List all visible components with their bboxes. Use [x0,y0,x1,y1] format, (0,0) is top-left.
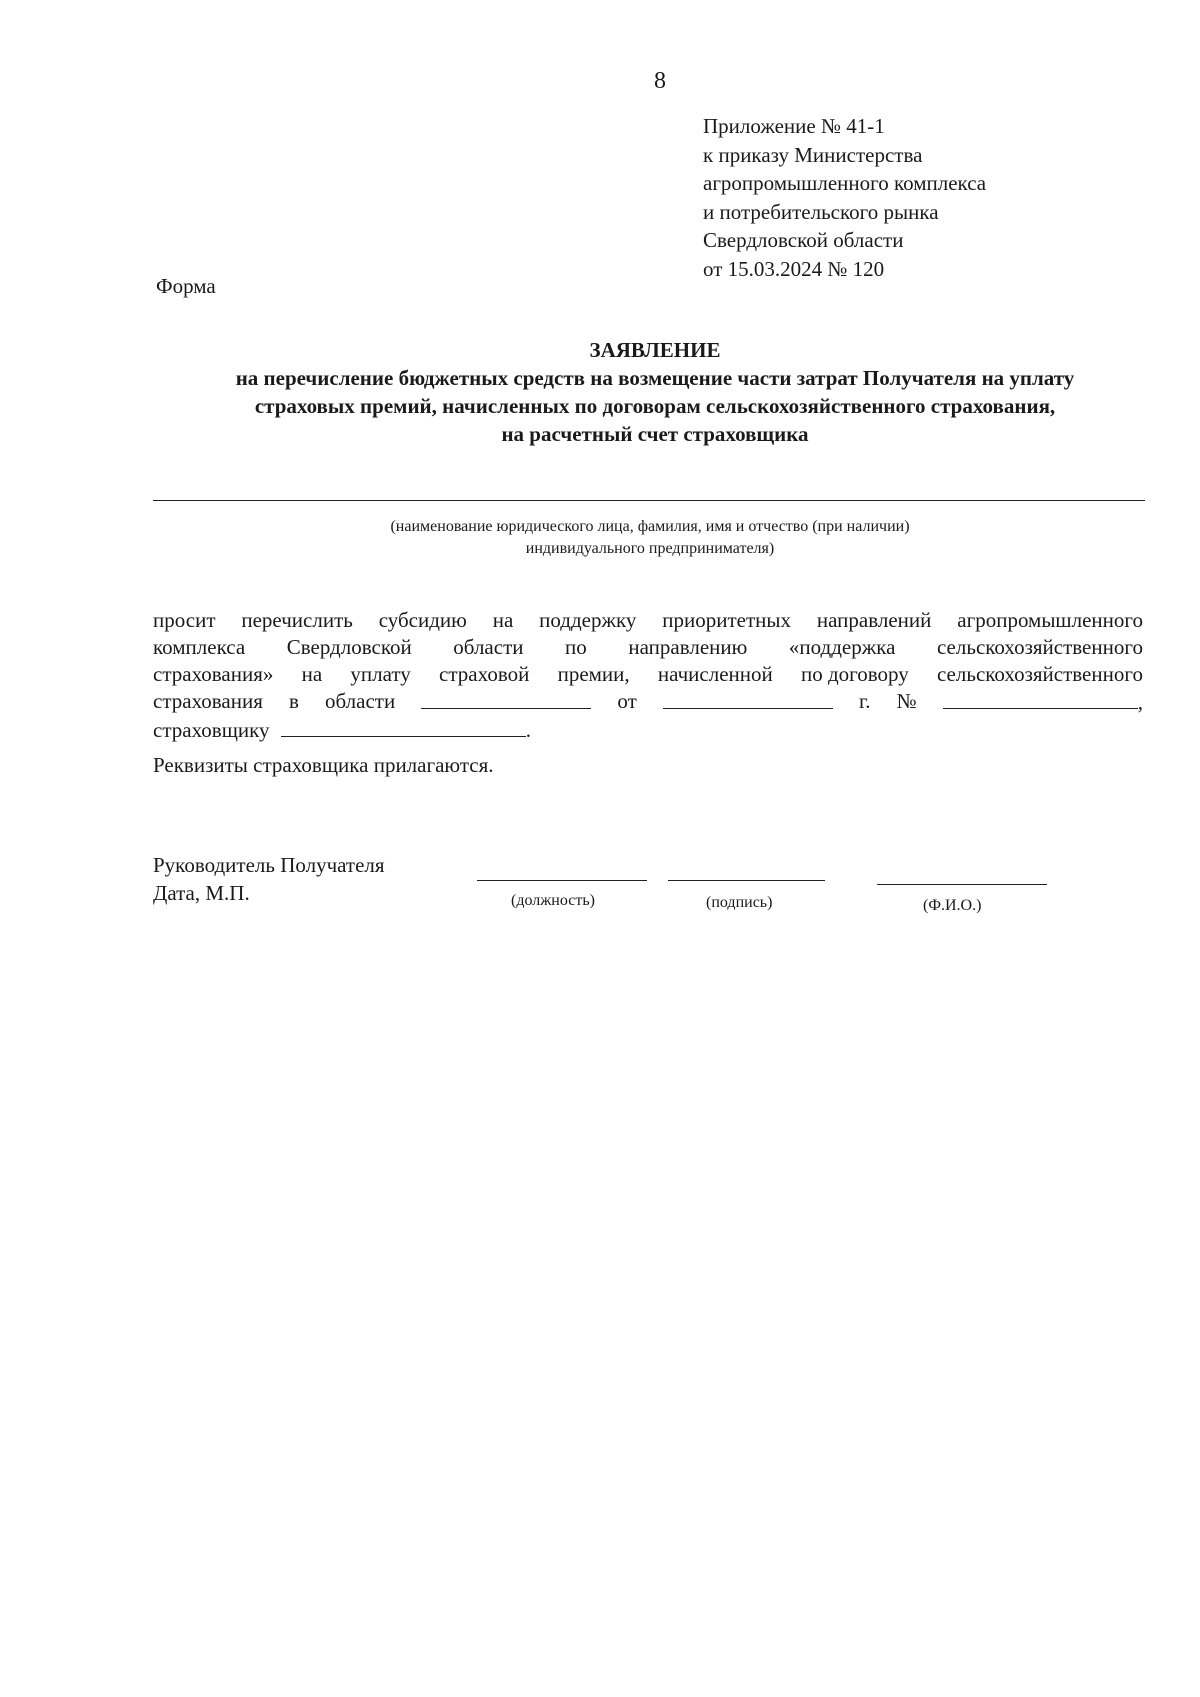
word: по договору [800,662,909,686]
appendix-line: Свердловской области [703,228,904,252]
appendix-block [703,112,986,283]
fio-field[interactable] [877,884,1047,885]
word: уплату [350,662,411,686]
word: поддержку [539,608,637,632]
body-line-1 [153,607,1143,634]
page-number: 8 [654,68,666,94]
applicant-name-field[interactable] [153,500,1145,501]
from-label: от [617,689,637,713]
body-line-2 [153,634,1143,661]
region-blank-field[interactable] [421,688,591,709]
signature-field[interactable] [668,880,825,881]
requisites-note: Реквизиты страховщика прилагаются. [153,753,494,777]
date-label: Дата, М.П. [153,881,250,905]
comma: , [1137,690,1143,714]
word: области [324,689,396,713]
word: в [288,689,299,713]
number-sign: № [896,689,917,713]
word: на [301,662,323,686]
title-heading: ЗАЯВЛЕНИЕ [589,338,721,362]
title-line: на перечисление бюджетных средств на возмещение части затрат Получателя на уплату [235,366,1075,390]
signature-block [153,851,385,907]
word: просит [153,608,216,632]
form-label: Форма [156,274,216,298]
fio-caption: (Ф.И.О.) [923,897,982,914]
word: перечислить [241,608,353,632]
word: сельскохозяйственного [936,635,1143,659]
appendix-line: к приказу Министерства [703,142,923,167]
appendix-line: от 15.03.2024 № 120 [703,256,885,281]
word: «поддержка [788,635,896,659]
word: области [453,635,524,659]
caption-line: индивидуального предпринимателя) [525,540,775,557]
caption-line: (наименование юридического лица, фамилия, имя и отчество (при наличии) [390,518,910,535]
signature-caption: (подпись) [706,894,773,911]
body-line-3 [153,661,1143,688]
appendix-line: агропромышленного комплекса [703,171,987,195]
applicant-name-caption [150,516,1150,560]
title-line: страховых премий, начисленных по договорам сельскохозяйственного страхования, [254,394,1056,418]
word: комплекса [153,635,246,659]
word: страховщику [153,718,270,742]
position-field[interactable] [477,880,647,881]
period: . [525,718,532,742]
request-body [153,607,1143,744]
word: начисленной [657,662,773,686]
contract-date-field[interactable] [663,688,833,709]
word: направлению [628,635,748,659]
title-line: на расчетный счет страховщика [501,422,809,446]
contract-number-field[interactable] [943,688,1138,709]
word: страхования» [153,662,274,686]
word: направлений [816,608,932,632]
word: агропромышленного [957,608,1143,632]
year-label: г. [858,689,871,713]
word: по [565,635,587,659]
word: приоритетных [662,608,792,632]
word: на [492,608,514,632]
body-line-5 [153,716,1143,744]
body-line-4 [153,688,1143,716]
appendix-line: Приложение № 41-1 [703,114,885,138]
word: сельскохозяйственного [936,662,1143,686]
word: страховой [439,662,530,686]
position-caption: (должность) [511,892,595,909]
word: Свердловской [286,635,412,659]
word: субсидию [378,608,467,632]
insurer-name-field[interactable] [281,716,526,737]
document-title [150,336,1160,448]
appendix-line: и потребительского рынка [703,199,939,224]
word: премии, [557,662,630,686]
word: страхования [153,689,263,713]
head-label: Руководитель Получателя [153,853,385,877]
